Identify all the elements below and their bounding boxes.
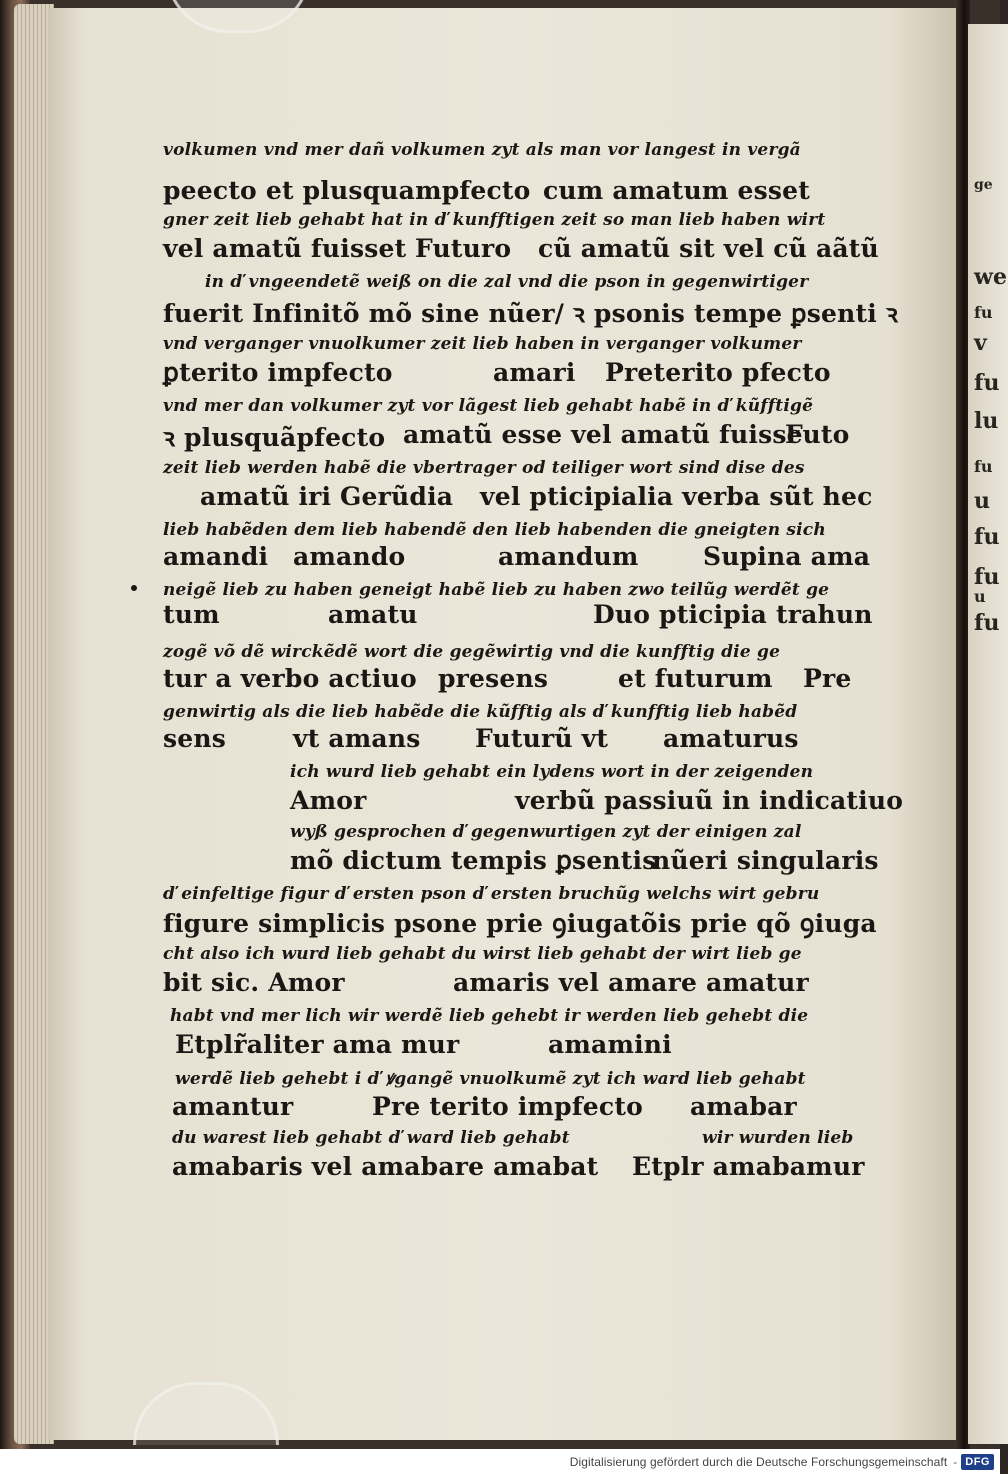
adjacent-text: lu xyxy=(974,408,999,434)
attribution-footer xyxy=(0,1449,1000,1474)
adjacent-text: fu xyxy=(974,457,993,476)
footer-separator: - xyxy=(953,1454,958,1469)
adjacent-text: v xyxy=(974,330,987,356)
adjacent-text: fu xyxy=(974,564,1000,590)
page-text: volkumen vnd mer dañ volkumen zyt als man vor langest in vergã peecto et plusquampfecto cum amatum esset gner zeit lieb gehabt hat in ď kunfftigen zeit so man lieb haben wirt vel amatũ fuisset Futuro cũ amatũ sit vel cũ aãtũ in ď vngeendetẽ weiß on die zal vnd die pson in gegenwirtiger fuerit Infinitõ mõ sine nũer/ ꝛ psonis tempe ꝑsenti ꝛ vnd verganger vnuolkumer zeit lieb haben in verganger volkumer ꝑterito impfecto amari Preterito pfecto vnd mer dan volkumer zyt vor lãgest lieb gehabt habẽ in ď kũfftigẽ ꝛ plusquãpfecto amatũ esse vel amatũ fuisse Futo zeit lieb werden habẽ die vbertrager od teiliger wort sind dise des amatũ iri Gerũdia vel pticipialia verba sũt hec lieb habẽden dem lieb habendẽ den lieb habenden die gneigten sich amandi amando amandum Supina ama neigẽ lieb zu haben geneigt habẽ lieb zu haben zwo teilũg werdẽt ge tum amatu Duo pticipia trahun zogẽ võ dẽ wirckẽdẽ wort die gegẽwirtig vnd die kunfftig die ge tur a verbo actiuo presens et futurum Pre genwirtig als die lieb habẽde die kũfftig als ď kunfftig lieb habẽd sens vt amans Futurũ vt amaturus ich wurd lieb gehabt ein lydens wort in der zeigenden Amor verbũ passiuũ in indicatiuo wyß gesprochen ď gegenwurtigen zyt der einigen zal mõ dictum tempis ꝑsentis nũeri singularis ď einfeltige figur ď ersten pson ď ersten bruchũg welchs wirt gebru figure simplicis psone prie ꝯiugatõis prie qõ ꝯiuga cht also ich wurd lieb gehabt du wirst lieb gehabt der wirt lieb ge bit sic. Amor amaris vel amare amatur habt vnd mer lich wir werdẽ lieb gehebt ir werden lieb gehebt die Etplr̃aliter ama mur amamini werdẽ lieb gehebt i ď ꝟgangẽ vnuolkumẽ zyt ich ward lieb gehabt amantur Pre terito impfecto amabar du warest lieb gehabt ď ward lieb gehabt wir wurden lieb amabaris vel amabare amabat Etplr amabamur xyxy=(163,140,904,1181)
adjacent-text: u xyxy=(974,587,986,606)
adjacent-text: fu xyxy=(974,303,993,322)
adjacent-text: fu xyxy=(974,370,1000,396)
adjacent-text: fu xyxy=(974,610,1000,636)
adjacent-text: we xyxy=(974,264,1007,290)
adjacent-text: fu xyxy=(974,524,1000,550)
adjacent-text: u xyxy=(974,488,990,514)
funding-credit: Digitalisierung gefördert durch die Deutsche Forschungsgemeinschaft xyxy=(569,1454,948,1469)
adjacent-text: ge xyxy=(974,177,993,193)
dfg-logo-icon[interactable]: DFG xyxy=(961,1454,994,1470)
